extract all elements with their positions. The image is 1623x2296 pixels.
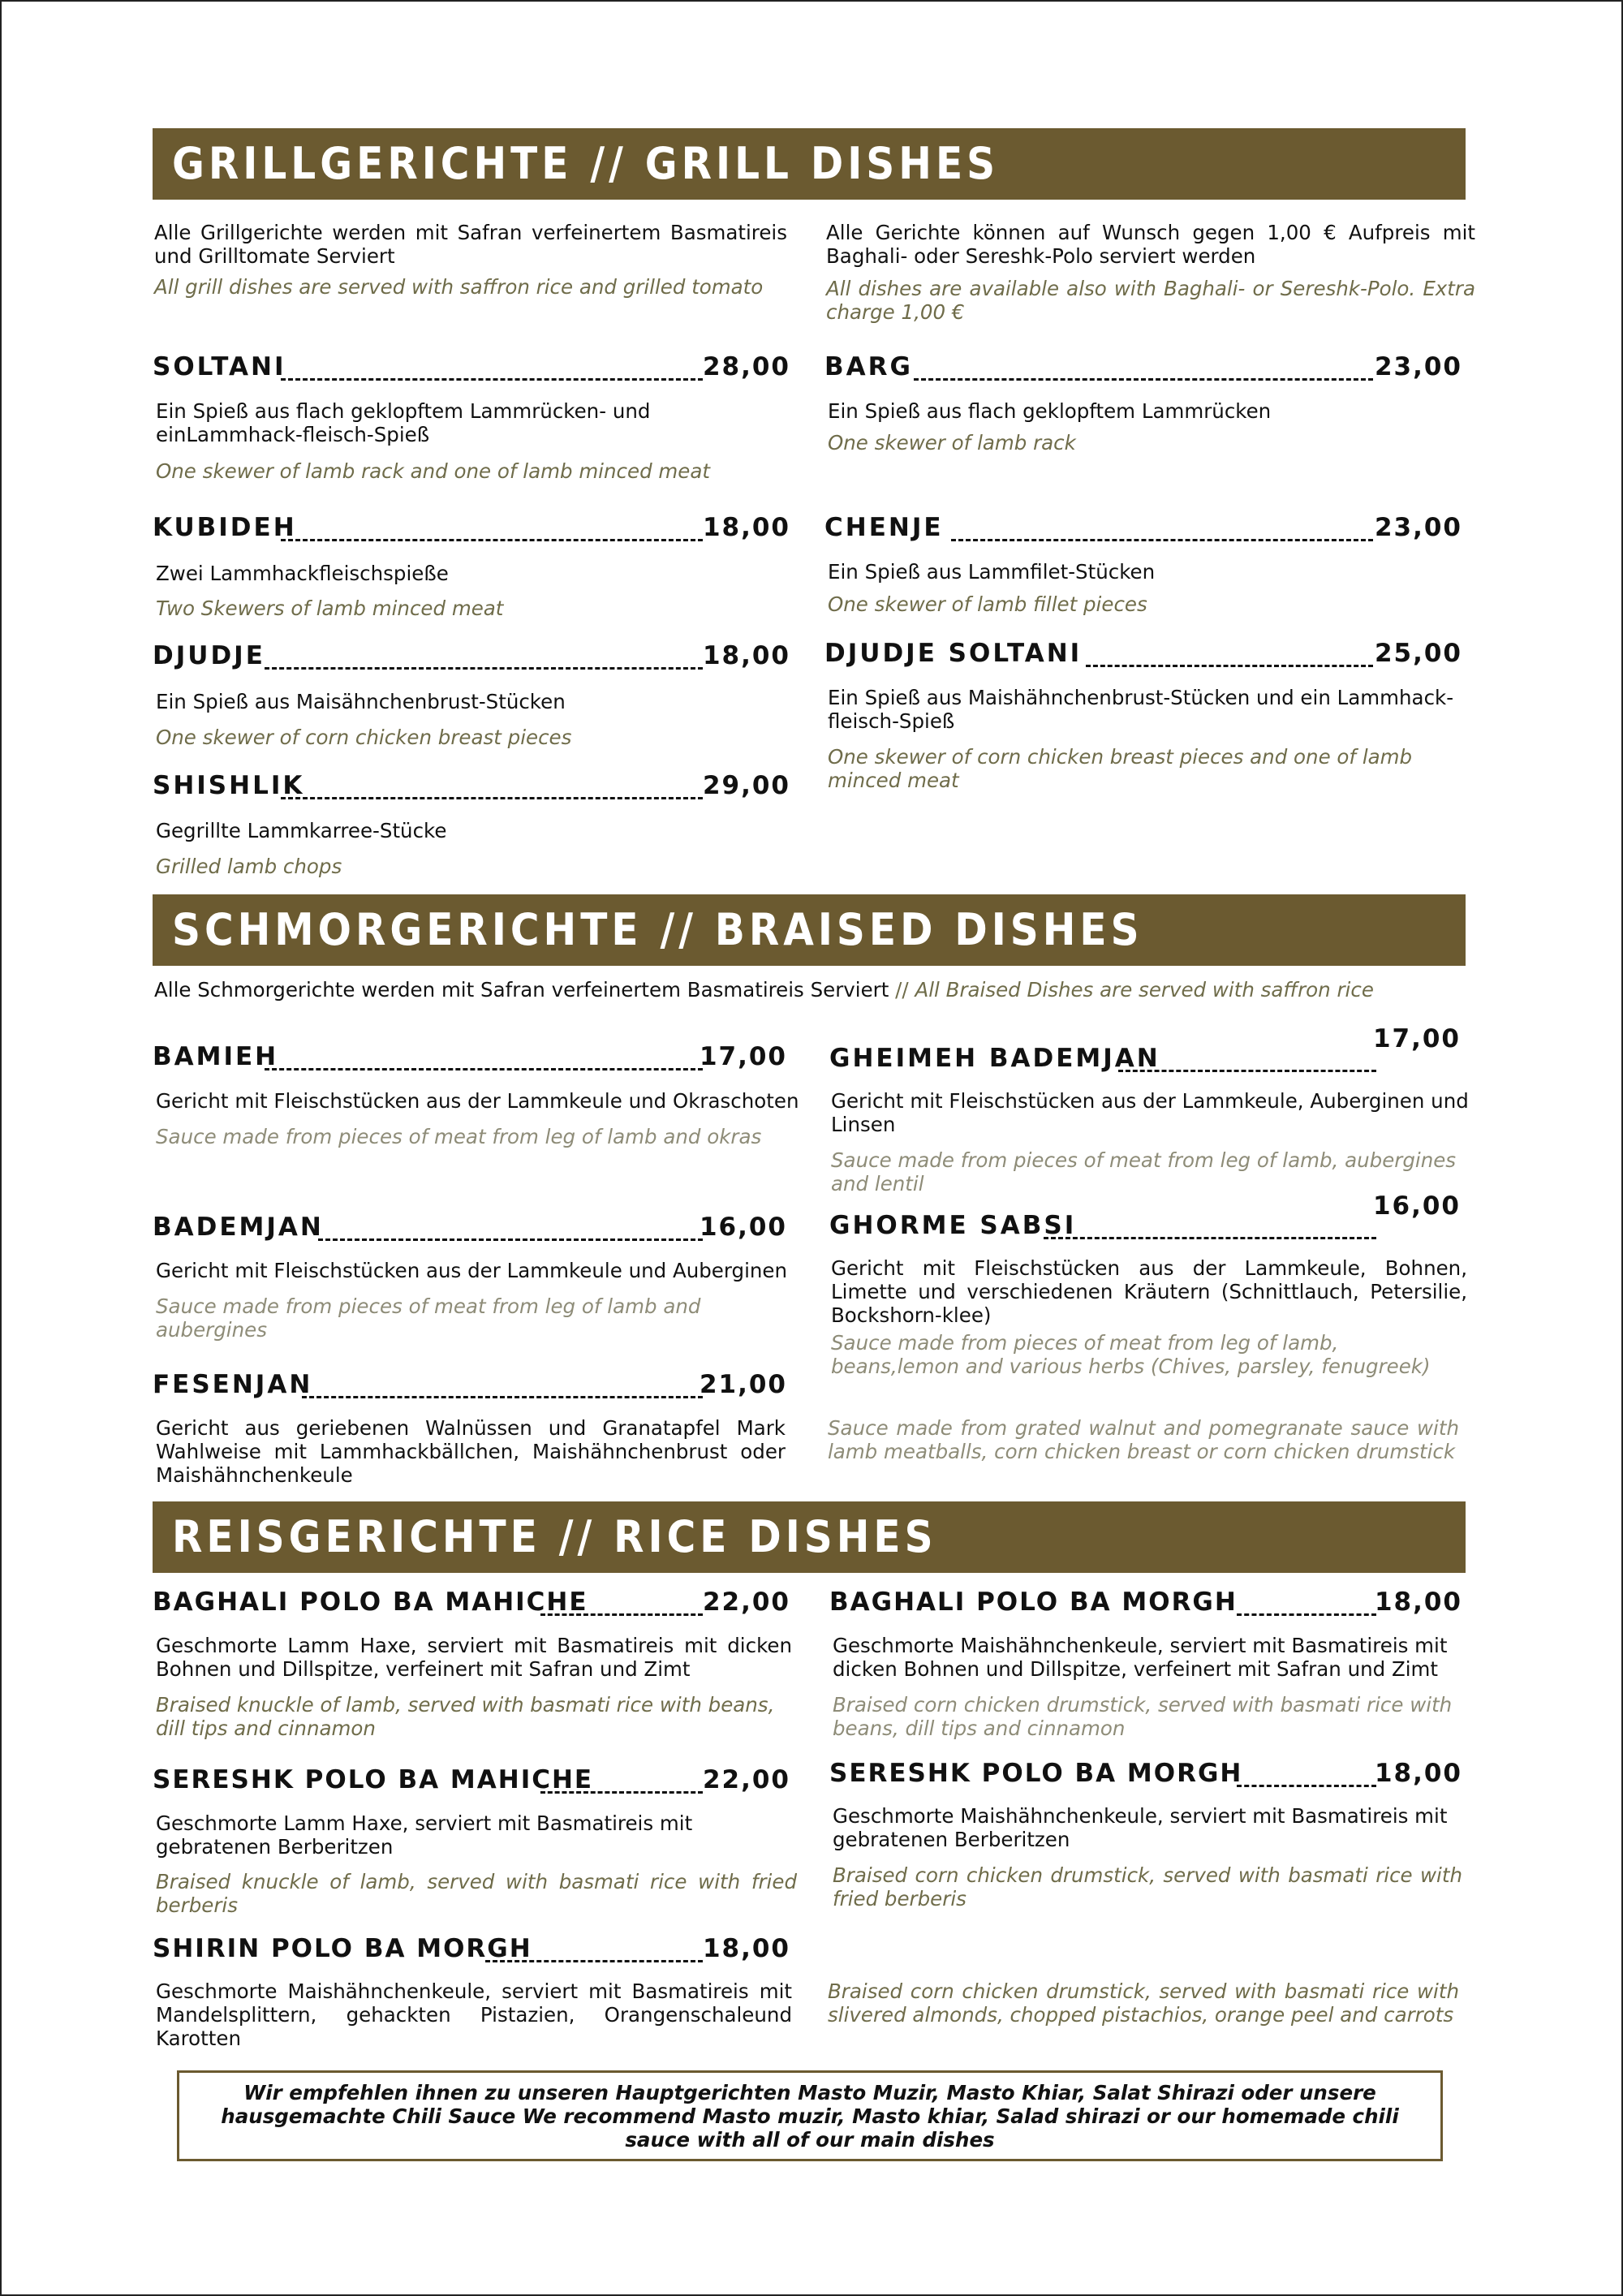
- section-header-rice: REISGERICHTE // RICE DISHES: [153, 1501, 1466, 1573]
- dish-name: BAGHALI POLO BA MORGH: [829, 1587, 1238, 1617]
- grill-intro-left-en: All grill dishes are served with saffron rice and grilled tomato: [154, 275, 764, 299]
- braised-intro-en: All Braised Dishes are served with saffron rice: [915, 978, 1374, 1002]
- dot-leader: [485, 1960, 703, 1962]
- dish-desc-de: Ein Spieß aus flach geklopftem Lammrücken: [828, 399, 1272, 423]
- dish-name: GHEIMEH BADEMJAN: [829, 1044, 1160, 1073]
- dot-leader: [281, 797, 703, 799]
- dish-name: DJUDJE: [153, 641, 265, 670]
- section-header-grill: GRILLGERICHTE // GRILL DISHES: [153, 128, 1466, 200]
- grill-intro-right-en: All dishes are available also with Baghali- or Sereshk-Polo. Extra charge 1,00 €: [826, 277, 1475, 324]
- dish-desc-en: Sauce made from pieces of meat from leg of lamb, beans,lemon and various herbs (Chives, parsley, fenugreek): [831, 1331, 1431, 1378]
- dish-desc-en: One skewer of lamb rack and one of lamb minced meat: [156, 459, 710, 483]
- dish-desc-de: Geschmorte Lamm Haxe, serviert mit Basmatireis mit dicken Bohnen und Dillspitze, verfeinert mit Safran und Zimt: [156, 1634, 792, 1681]
- dish-desc-de: Geschmorte Maishähnchenkeule, serviert mit Basmatireis mit dicken Bohnen und Dillspitze, verfeinert mit Safran und Zimt: [833, 1634, 1448, 1681]
- braised-intro: [154, 978, 1469, 1002]
- dish-name: SERESHK POLO BA MAHICHE: [153, 1765, 594, 1794]
- dish-price: 17,00: [699, 1042, 787, 1071]
- dish-name: GHORME SABSI: [829, 1211, 1077, 1240]
- dot-leader: [281, 378, 703, 381]
- dot-leader: [914, 378, 1373, 381]
- dot-leader: [1044, 1237, 1376, 1239]
- dish-desc-de: Ein Spieß aus Lammfilet-Stücken: [828, 560, 1156, 584]
- dish-desc-en: Braised corn chicken drumstick, served with basmati rice with slivered almonds, chopped pistachios, orange peel and carrots: [828, 1979, 1459, 2027]
- dish-desc-en: Braised corn chicken drumstick, served with basmati rice with beans, dill tips and cinnamon: [833, 1693, 1453, 1740]
- dish-desc-de: Ein Spieß aus flach geklopftem Lammrücken- und einLammhack-fleisch-Spieß: [156, 399, 651, 446]
- dish-price: 18,00: [1374, 1759, 1462, 1788]
- dish-name: FESENJAN: [153, 1370, 313, 1399]
- dish-name: SOLTANI: [153, 352, 286, 381]
- dot-leader: [1237, 1785, 1376, 1787]
- dish-price: 18,00: [702, 513, 790, 542]
- dish-desc-de: Zwei Lammhackfleischspieße: [156, 562, 449, 585]
- dot-leader: [1237, 1613, 1376, 1616]
- dot-leader: [281, 539, 703, 541]
- dot-leader: [540, 1613, 703, 1616]
- dot-leader: [318, 1238, 703, 1241]
- dish-price: 22,00: [702, 1587, 790, 1617]
- grill-intro-left-de: Alle Grillgerichte werden mit Safran verfeinertem Basmatireis und Grilltomate Serviert: [154, 221, 787, 268]
- braised-intro-de: Alle Schmorgerichte werden mit Safran verfeinertem Basmatireis Serviert: [154, 978, 889, 1002]
- dish-price: 23,00: [1374, 513, 1462, 542]
- dish-price: 28,00: [702, 352, 790, 381]
- dish-desc-en: Sauce made from pieces of meat from leg of lamb and aubergines: [156, 1294, 701, 1342]
- dish-desc-de: Geschmorte Lamm Haxe, serviert mit Basmatireis mit gebratenen Berberitzen: [156, 1811, 693, 1859]
- dish-desc-en: Braised knuckle of lamb, served with basmati rice with beans, dill tips and cinnamon: [156, 1693, 775, 1740]
- dish-price: 22,00: [702, 1765, 790, 1794]
- dish-price: 16,00: [699, 1213, 787, 1242]
- dish-desc-en: Braised corn chicken drumstick, served with basmati rice with fried berberis: [833, 1863, 1462, 1910]
- dish-name: SHISHLIK: [153, 771, 305, 800]
- recommendation-box: [177, 2070, 1443, 2161]
- dish-desc-en: One skewer of lamb fillet pieces: [828, 592, 1147, 616]
- dot-leader: [302, 1396, 703, 1398]
- dish-desc-de: Ein Spieß aus Maishähnchenbrust-Stücken und ein Lammhack-fleisch-Spieß: [828, 686, 1454, 733]
- dish-price: 18,00: [702, 641, 790, 670]
- dish-desc-de: Ein Spieß aus Maisähnchenbrust-Stücken: [156, 690, 566, 713]
- dish-name: DJUDJE SOLTANI: [824, 639, 1083, 668]
- dish-price: 29,00: [702, 771, 790, 800]
- dish-desc-en: Sauce made from pieces of meat from leg of lamb and okras: [156, 1125, 762, 1148]
- dish-desc-en: Grilled lamb chops: [156, 855, 342, 878]
- dish-desc-de: Geschmorte Maishähnchenkeule, serviert mit Basmatireis mit Mandelsplittern, gehackten Pistazien, Orangenschaleund Karotten: [156, 1979, 792, 2050]
- dish-name: BADEMJAN: [153, 1213, 324, 1242]
- dish-desc-en: Braised knuckle of lamb, served with basmati rice with fried berberis: [156, 1870, 797, 1917]
- dish-name: BARG: [824, 352, 913, 381]
- dish-name: CHENJE: [824, 513, 944, 542]
- dot-leader: [1086, 665, 1373, 667]
- dot-leader: [265, 667, 703, 670]
- dish-name: KUBIDEH: [153, 513, 297, 542]
- dish-price: 21,00: [699, 1370, 787, 1399]
- dish-name: SERESHK POLO BA MORGH: [829, 1759, 1243, 1788]
- dish-price: 23,00: [1374, 352, 1462, 381]
- dish-desc-en: Sauce made from pieces of meat from leg of lamb, aubergines and lentil: [831, 1148, 1457, 1195]
- dish-price: 16,00: [1372, 1191, 1461, 1221]
- dot-leader: [1118, 1070, 1376, 1072]
- dish-desc-de: Geschmorte Maishähnchenkeule, serviert mit Basmatireis mit gebratenen Berberitzen: [833, 1804, 1448, 1851]
- dish-desc-de: Gericht mit Fleischstücken aus der Lammkeule und Okraschoten: [156, 1089, 799, 1113]
- braised-intro-separator: //: [895, 978, 909, 1002]
- dish-desc-de: Gericht mit Fleischstücken aus der Lammkeule, Auberginen und Linsen: [831, 1089, 1469, 1136]
- dish-price: 18,00: [1374, 1587, 1462, 1617]
- dish-name: BAMIEH: [153, 1042, 279, 1071]
- dish-name: BAGHALI POLO BA MAHICHE: [153, 1587, 588, 1617]
- dot-leader: [265, 1068, 703, 1070]
- dot-leader: [540, 1791, 703, 1794]
- dish-desc-de: Gericht mit Fleischstücken aus der Lammkeule, Bohnen, Limette und verschiedenen Kräutern (Schnittlauch, Petersilie, Bockshorn-klee): [831, 1256, 1467, 1327]
- dish-desc-en: Sauce made from grated walnut and pomegranate sauce with lamb meatballs, corn chicken breast or corn chicken drumstick: [828, 1416, 1459, 1463]
- dish-desc-de: Gegrillte Lammkarree-Stücke: [156, 819, 447, 842]
- dish-desc-de: Gericht mit Fleischstücken aus der Lammkeule und Auberginen: [156, 1259, 788, 1282]
- grill-intro-right-de: Alle Gerichte können auf Wunsch gegen 1,00 € Aufpreis mit Baghali- oder Sereshk-Polo serviert werden: [826, 221, 1475, 268]
- dish-price: 18,00: [702, 1934, 790, 1963]
- dish-desc-de: Gericht aus geriebenen Walnüssen und Granatapfel Mark Wahlweise mit Lammhackbällchen, Maishähnchenbrust oder Maishähnchenkeule: [156, 1416, 786, 1487]
- dish-name: SHIRIN POLO BA MORGH: [153, 1934, 532, 1963]
- dish-price: 17,00: [1372, 1024, 1461, 1053]
- dish-price: 25,00: [1374, 639, 1462, 668]
- dish-desc-en: One skewer of corn chicken breast pieces and one of lamb minced meat: [828, 745, 1413, 792]
- recommendation-text: Wir empfehlen ihnen zu unseren Hauptgerichten Masto Muzir, Masto Khiar, Salat Shirazi oder unsere hausgemachte Chili Sauce We recommend Masto muzir, Masto khiar, Salad shirazi or our homemade chili sauce with all of our main dishes: [221, 2080, 1399, 2152]
- dot-leader: [951, 539, 1373, 541]
- section-header-braised: SCHMORGERICHTE // BRAISED DISHES: [153, 894, 1466, 966]
- dish-desc-en: Two Skewers of lamb minced meat: [156, 597, 504, 620]
- dish-desc-en: One skewer of lamb rack: [828, 431, 1076, 454]
- dish-desc-en: One skewer of corn chicken breast pieces: [156, 726, 572, 749]
